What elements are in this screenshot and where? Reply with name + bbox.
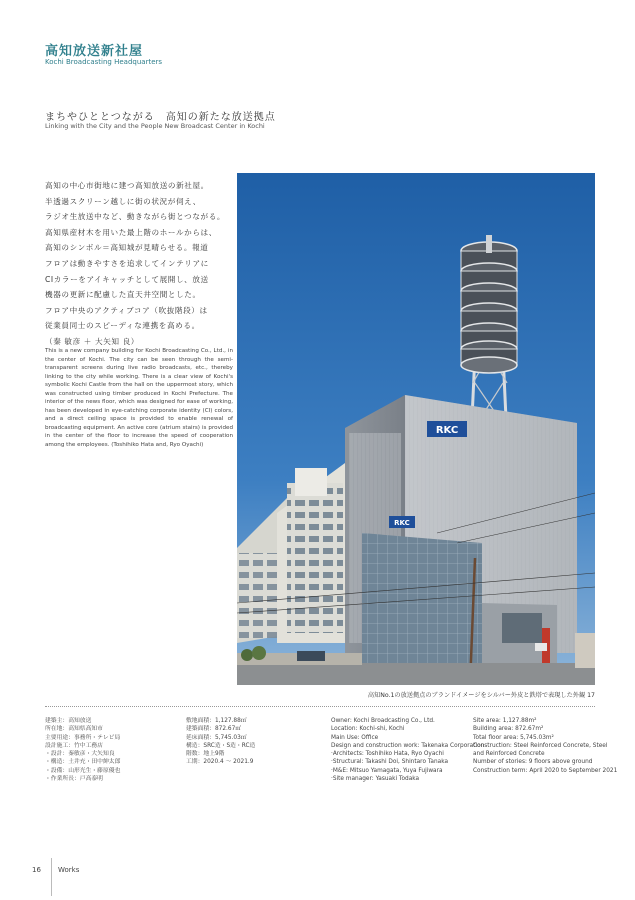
rkc-sign-text-top: RKC [435,425,459,436]
credit-line: 設計施工：竹中工務店 [45,742,103,749]
caption-number: 17 [587,692,595,699]
body-line: ラジオ生放送中など、動きながら街とつながる。 [45,212,226,222]
credit-line: Site area: 1,127.88m² [473,718,537,724]
credits-ja-2 [186,717,255,767]
credit-line: ・構造：土井充・田中紳太郎 [45,759,121,766]
credit-line: ・設計：秦敏彦・大矢知良 [45,751,115,758]
section-label: Works [58,866,80,874]
article-title: 高知放送新社屋 [45,44,144,59]
credits-ja-1 [45,717,120,783]
credit-line: Building area: 872.67m² [473,726,544,733]
body-line: 機器の更新に配慮した直天井空間とした。 [45,290,201,300]
credit-line: 構造：SRC造・S造・RC造 [186,742,256,749]
body-line: フロア中央のアクティブコア（吹抜階段）は [45,305,208,315]
credit-line: ・設備：山形光生・藤原優也 [45,767,121,774]
credits-en-2 [473,717,617,775]
subtitle-en: Linking with the City and the People New Broadcast Center in Kochi [45,122,265,130]
credit-line: Main Use: Office [331,734,379,741]
credit-line: and Reinforced Concrete [473,751,545,758]
body-line: 高知の中心市街地に建つ高知放送の新社屋。 [45,181,209,190]
body-line: （秦 敏彦 ＋ 大矢知 良） [45,336,139,346]
credit-line: ·Structural: Takashi Doi, Shintaro Tanaka [331,759,448,766]
building-photo [237,173,595,685]
credit-line: Location: Kochi-shi, Kochi [331,726,405,733]
body-line: フロアは動きやすさを追求してインテリアに [45,258,209,268]
credit-line: Design and construction work: Takenaka Corporation [331,742,485,749]
article-title-en: Kochi Broadcasting Headquarters [45,58,163,66]
credit-line: Owner: Kochi Broadcasting Co., Ltd. [331,718,435,724]
body-line: 高知のシンボル＝高知城が見晴らせる。報道 [45,243,209,253]
rkc-sign-text-mid: RKC [394,519,410,527]
subtitle-ja: まちやひととつながる 高知の新たな放送拠点 [45,112,276,123]
divider [45,706,595,707]
credit-line: Construction term: April 2020 to September 2021 [473,767,618,774]
credit-line: 敷地面積：1,127.88㎡ [186,718,247,724]
body-text-en: This is a new company building for Kochi Broadcasting Co., Ltd., in the center of Kochi. The city can be seen through the semi-transparent screens during live radio broadcasts, etc., thereby linking to the city while working. There is a clear view of Kochi's symbolic Kochi Castle from the hall on the uppermost story, which was constructed using timber produced in Kochi Prefecture. The interior of the news floor, which was designed for ease of working, has been developed in eye-catching corporate identity (CI) colors, and a direct ceiling space is provided to enable renewal of broadcasting equipment. An active core (atrium stairs) is provided in the center of the floor to increase the speed of cooperation among the employees. (Toshihiko Hata and, Ryo Oyachi) [45,348,233,449]
credit-line: 工期：2020.4 ～ 2021.9 [186,759,254,766]
page-number: 16 [32,866,41,874]
credit-line: Total floor area: 5,745.03m² [473,734,554,741]
credit-line: 主要用途：事務所・テレビ局 [45,734,121,741]
credit-line: Number of stories: 9 floors above ground [473,759,593,766]
credit-line: ·Site manager: Yasuaki Todaka [331,776,420,783]
body-line: 高知県産材木を用いた最上階のホールからは、 [45,227,217,237]
credit-line: Construction: Steel Reinforced Concrete, Steel [473,742,608,749]
credit-line: 建築主：高知放送 [45,718,92,724]
body-line: 従業員同士のスピーディな連携を高める。 [45,321,200,331]
body-line: CIカラーをアイキャッチとして展開し、放送 [45,274,209,284]
body-text-ja [45,178,230,350]
credit-line: 建築面積：872.67㎡ [186,726,242,733]
credit-line: 延床面積：5,745.03㎡ [186,734,247,741]
credits-en-1 [331,717,484,783]
credit-line: ·Architects: Toshihiko Hata, Ryo Oyachi [331,751,444,758]
credit-line: 階数：地上9階 [186,751,225,758]
credit-line: ·M&E: Mitsuo Yamagata, Yuya Fujiwara [331,767,443,774]
photo-caption [368,690,595,699]
body-line: 半透過スクリーン越しに街の状況が伺え、 [45,196,201,206]
caption-text: 高知No.1の放送拠点のブランドイメージをシルバー外皮と鉄塔で表現した外観 [367,692,586,699]
credit-line: 所在地：高知県高知市 [45,726,103,733]
footer-separator [51,858,52,896]
glass-atrium [362,533,482,668]
credit-line: ・作業所長：戸高泰明 [45,776,103,783]
